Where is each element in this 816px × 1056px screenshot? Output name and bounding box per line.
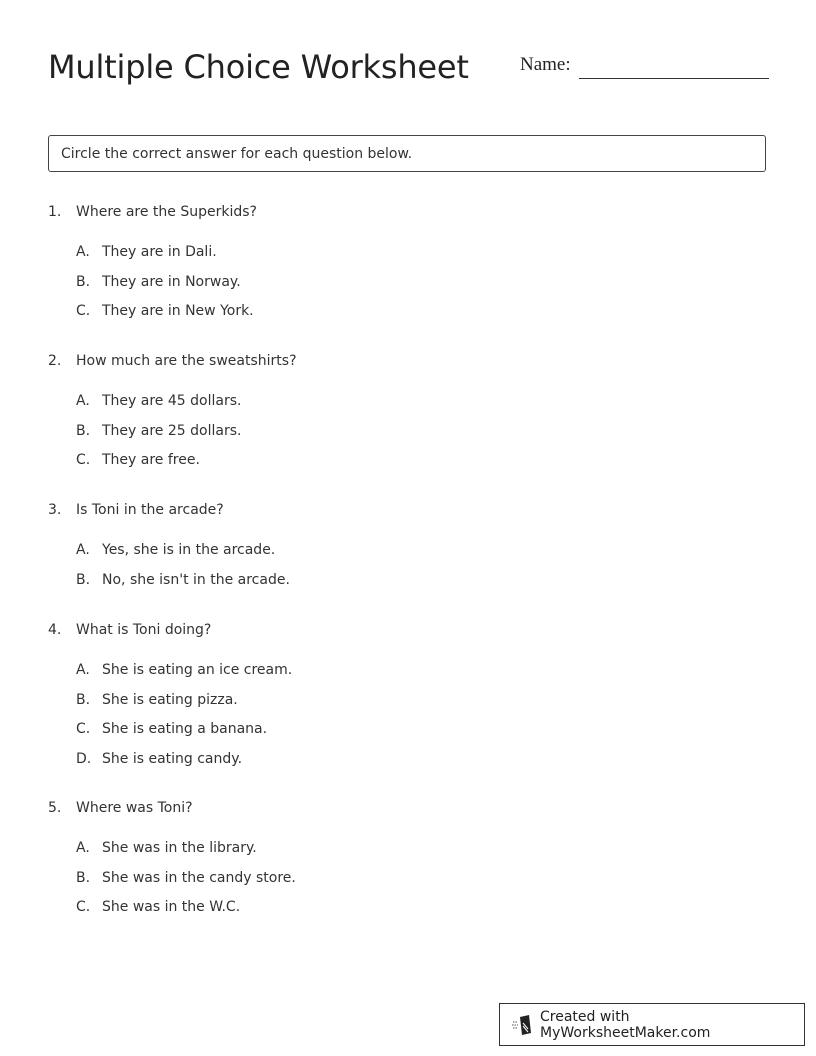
question-text: How much are the sweatshirts?: [76, 353, 297, 369]
answer-option[interactable]: [48, 540, 290, 560]
footer-badge[interactable]: [499, 1003, 805, 1046]
option-text: They are in Dali.: [102, 244, 217, 260]
answer-option[interactable]: [48, 719, 292, 739]
option-letter: B.: [76, 422, 91, 439]
option-text: She is eating pizza.: [102, 691, 238, 708]
answer-option[interactable]: [48, 391, 297, 411]
page-title: Multiple Choice Worksheet: [48, 48, 469, 86]
option-letter: A.: [76, 840, 90, 856]
answer-option[interactable]: [48, 272, 257, 292]
instructions-box: [48, 135, 766, 172]
option-text: She is eating candy.: [102, 750, 243, 767]
option-letter: D.: [76, 750, 92, 767]
answer-option[interactable]: [48, 897, 296, 917]
question-1: [48, 202, 257, 331]
answer-option[interactable]: [48, 868, 296, 888]
option-letter: C.: [76, 452, 91, 468]
question-5: [48, 798, 296, 927]
option-letter: A.: [76, 244, 90, 260]
instructions-text: Circle the correct answer for each question below.: [61, 145, 413, 162]
worksheet-logo-icon: [512, 1014, 534, 1036]
question-text: Where was Toni?: [76, 800, 193, 816]
question-text: Is Toni in the arcade?: [76, 502, 224, 518]
option-text: She was in the W.C.: [102, 899, 241, 915]
question-3: [48, 500, 290, 599]
option-letter: A.: [76, 393, 90, 409]
option-text: They are 25 dollars.: [102, 422, 242, 439]
option-letter: B.: [76, 273, 91, 290]
question-4: [48, 620, 292, 778]
option-letter: A.: [76, 542, 90, 558]
name-field: [520, 54, 769, 76]
option-text: They are in New York.: [102, 303, 254, 319]
answer-option[interactable]: [48, 749, 292, 769]
option-text: She is eating a banana.: [102, 721, 268, 737]
option-letter: B.: [76, 869, 91, 886]
answer-option[interactable]: [48, 421, 297, 441]
option-letter: C.: [76, 721, 91, 737]
answer-option[interactable]: [48, 838, 296, 858]
question-number: 5.: [48, 800, 62, 816]
name-blank-line[interactable]: [579, 77, 769, 79]
question-number: 4.: [48, 622, 62, 638]
question-text: What is Toni doing?: [76, 622, 212, 638]
option-letter: B.: [76, 691, 91, 708]
option-text: They are 45 dollars.: [102, 393, 242, 409]
option-text: She was in the candy store.: [102, 869, 296, 886]
footer-text: Created with MyWorksheetMaker.com: [540, 1008, 711, 1041]
answer-option[interactable]: [48, 450, 297, 470]
question-2: [48, 351, 297, 480]
name-label: Name:: [520, 54, 571, 75]
answer-option[interactable]: [48, 301, 257, 321]
question-text: Where are the Superkids?: [76, 204, 257, 220]
question-number: 1.: [48, 204, 62, 220]
option-text: She is eating an ice cream.: [102, 662, 293, 678]
option-text: No, she isn't in the arcade.: [102, 571, 290, 588]
question-number: 3.: [48, 502, 62, 518]
answer-option[interactable]: [48, 242, 257, 262]
option-letter: B.: [76, 571, 91, 588]
answer-option[interactable]: [48, 660, 292, 680]
option-text: She was in the library.: [102, 840, 257, 856]
question-number: 2.: [48, 353, 62, 369]
option-letter: C.: [76, 899, 91, 915]
option-text: They are free.: [102, 452, 200, 468]
answer-option[interactable]: [48, 570, 290, 590]
option-text: Yes, she is in the arcade.: [102, 542, 276, 558]
option-text: They are in Norway.: [102, 273, 241, 290]
answer-option[interactable]: [48, 690, 292, 710]
option-letter: C.: [76, 303, 91, 319]
option-letter: A.: [76, 662, 90, 678]
